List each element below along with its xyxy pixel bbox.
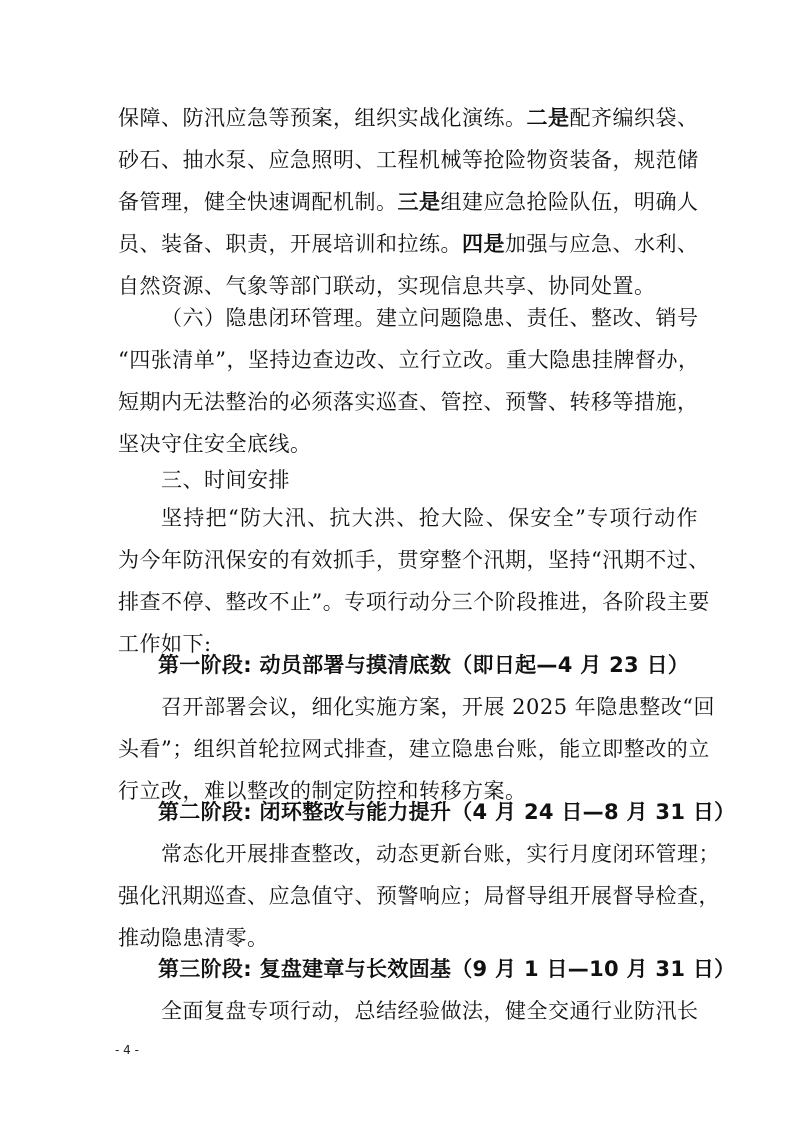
para2-line2: “四张清单”，坚持边查边改、立行立改。重大隐患挂牌督办， xyxy=(118,348,700,372)
para1-line5: 自然资源、气象等部门联动，实现信息共享、协同处置。 xyxy=(118,274,656,298)
stage1-heading: 第一阶段: 动员部署与摸清底数（即日起—4 月 23 日） xyxy=(158,653,690,677)
para2-line1: （六）隐患闭环管理。建立问题隐患、责任、整改、销号 xyxy=(161,306,699,330)
section3-title: 三、时间安排 xyxy=(161,468,290,492)
stage1-line2: 头看”；组织首轮拉网式排查，建立隐患台账，能立即整改的立 xyxy=(118,737,710,761)
para1-line3: 备管理，健全快速调配机制。三是组建应急抢险队伍，明确人 xyxy=(118,189,699,214)
para1-line4: 员、装备、职责，开展培训和拉练。四是加强与应急、水利、 xyxy=(118,231,699,256)
stage3-line1: 全面复盘专项行动，总结经验做法，健全交通行业防汛长 xyxy=(161,999,699,1023)
para2-line4: 坚决守住安全底线。 xyxy=(118,432,312,456)
stage2-heading: 第二阶段: 闭环整改与能力提升（4 月 24 日—8 月 31 日） xyxy=(158,800,736,824)
stage2-line3: 推动隐患清零。 xyxy=(118,926,269,950)
stage2-line2: 强化汛期巡查、应急值守、预警响应；局督导组开展督导检查， xyxy=(118,884,720,908)
para2-line3: 短期内无法整治的必须落实巡查、管控、预警、转移等措施， xyxy=(118,390,699,414)
para3-line2: 为今年防汛保安的有效抓手，贯穿整个汛期，坚持“汛期不过、 xyxy=(118,548,710,572)
stage1-line1: 召开部署会议，细化实施方案，开展 2025 年隐患整改“回 xyxy=(161,695,716,719)
page-number: - 4 - xyxy=(115,1043,139,1057)
para1-line2: 砂石、抽水泵、应急照明、工程机械等抢险物资装备，规范储 xyxy=(118,148,699,172)
stage1-line3: 行立改，难以整改的制定防控和转移方案。 xyxy=(118,779,527,803)
para3-line4: 工作如下: xyxy=(118,632,212,656)
para3-line1: 坚持把“防大汛、抗大洪、抢大险、保安全”专项行动作 xyxy=(161,506,698,530)
para1-line1: 保障、防汛应急等预案，组织实战化演练。二是配齐编织袋、 xyxy=(118,105,699,130)
stage2-line1: 常态化开展排查整改，动态更新台账，实行月度闭环管理； xyxy=(161,842,720,866)
para3-line3: 排查不停、整改不止”。专项行动分三个阶段推进，各阶段主要 xyxy=(118,590,710,614)
stage3-heading: 第三阶段: 复盘建章与长效固基（9 月 1 日—10 月 31 日） xyxy=(158,957,736,981)
